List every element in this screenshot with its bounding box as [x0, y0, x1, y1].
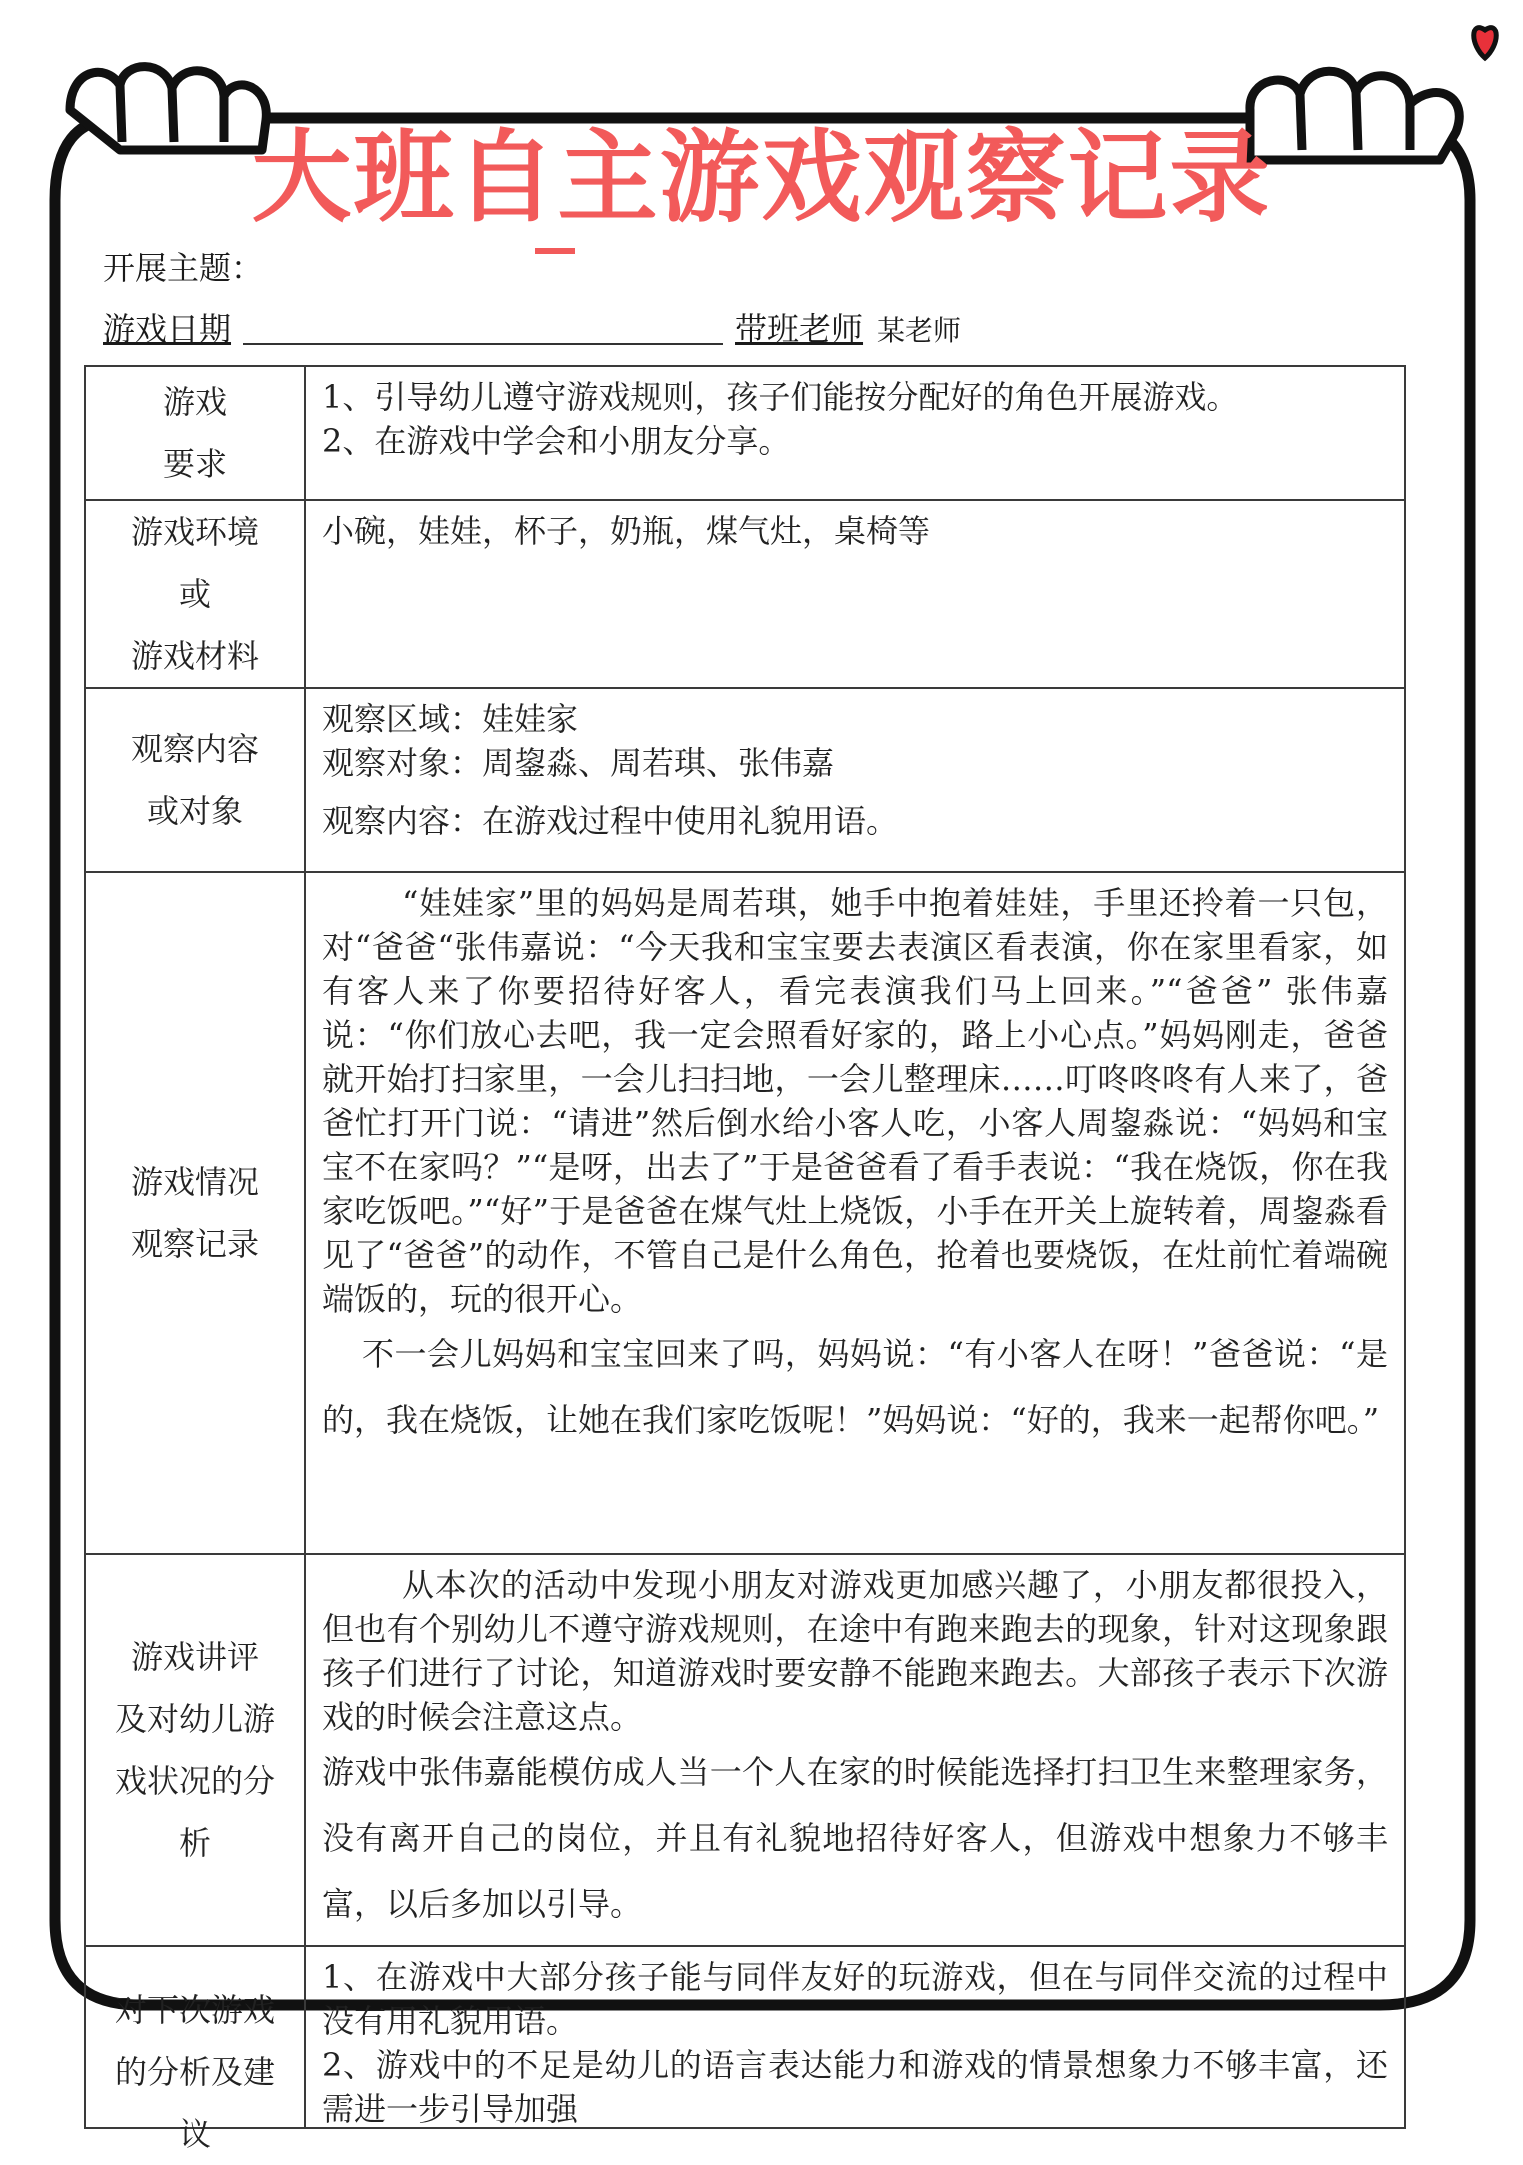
requirement-item: 1、引导幼儿遵守游戏规则，孩子们能按分配好的角色开展游戏。 [322, 378, 1239, 416]
observation-area: 观察区域：娃娃家 [322, 700, 579, 738]
teacher-label: 带班老师 [735, 310, 864, 348]
label-evaluation: 游戏讲评 及对幼儿游 戏状况的分 析 [85, 1554, 305, 1946]
topic-field [103, 249, 264, 287]
observation-record-table [84, 365, 1406, 2153]
label-next: 对下次游戏 的分析及建 议 [85, 1946, 305, 2128]
date-blank [243, 317, 723, 345]
requirement-item: 2、在游戏中学会和小朋友分享。 [322, 422, 791, 460]
topic-label: 开展主题： [103, 249, 264, 287]
date-label: 游戏日期 [103, 310, 232, 348]
table-row-record [85, 872, 1405, 1554]
suggestion-item: 2、游戏中的不足是幼儿的语言表达能力和游戏的情景想象力不够丰富，还需进一步引导加强 [322, 2046, 1388, 2128]
evaluation-paragraph: 从本次的活动中发现小朋友对游戏更加感兴趣了，小朋友都很投入，但也有个别幼儿不遵守游戏规则，在途中有跑来跑去的现象，针对这现象跟孩子们进行了讨论，知道游戏时要安静不能跑来跑去。大部孩子表示下次游戏的时候会注意这点。 [322, 1566, 1388, 1736]
table-row-environment [85, 500, 1405, 688]
heart-icon [1474, 28, 1497, 58]
date-teacher-line [103, 310, 962, 348]
table-row-requirements [85, 366, 1405, 500]
observation-target: 观察对象：周鋆淼、周若琪、张伟嘉 [322, 744, 835, 782]
record-paragraph: “娃娃家”里的妈妈是周若琪，她手中抱着娃娃，手里还拎着一只包，对“爸爸“张伟嘉说：“今天我和宝宝要去表演区看表演，你在家里看家，如有客人来了你要招待好客人，看完表演我们马上回来。”“爸爸” 张伟嘉说：“你们放心去吧，我一定会照看好家的，路上小心点。”妈妈刚走，爸爸就开始打扫家里，一会儿扫扫地，一会儿整理床……叮咚咚咚有人来了，爸爸忙打开门说：“请进”然后倒水给小客人吃，小客人周鋆淼说：“妈妈和宝宝不在家吗？”“是呀，出去了”于是爸爸看了看手表说：“我在烧饭，你在我家吃饭吧。”“好”于是爸爸在煤气灶上烧饭，小手在开关上旋转着，周鋆淼看见了“爸爸”的动作，不管自己是什么角色，抢着也要烧饭，在灶前忙着端碗端饭的，玩的很开心。 [322, 884, 1388, 1318]
page-title: 大班自主游戏观察记录 [251, 119, 1272, 236]
teacher-value: 某老师 [877, 314, 962, 347]
content-observation [305, 688, 1405, 872]
table-row-observation [85, 688, 1405, 872]
table-row-evaluation [85, 1554, 1405, 1946]
label-requirements: 游戏 要求 [85, 366, 305, 500]
suggestion-item: 1、在游戏中大部分孩子能与同伴友好的玩游戏，但在与同伴交流的过程中没有用礼貌用语。 [322, 1958, 1388, 2040]
record-paragraph: 不一会儿妈妈和宝宝回来了吗，妈妈说：“有小客人在呀！”爸爸说：“是的，我在烧饭，让她在我们家吃饭呢！”妈妈说：“好的，我来一起帮你吧。” [322, 1335, 1388, 1439]
content-next [305, 1946, 1405, 2128]
content-requirements [305, 366, 1405, 500]
observation-content: 观察内容：在游戏过程中使用礼貌用语。 [322, 802, 899, 840]
content-environment [305, 500, 1405, 688]
label-environment: 游戏环境 或 游戏材料 [85, 500, 305, 688]
label-observation: 观察内容 或对象 [85, 688, 305, 872]
table-row-next [85, 1946, 1405, 2128]
materials-text: 小碗，娃娃，杯子，奶瓶，煤气灶，桌椅等 [322, 512, 931, 550]
evaluation-paragraph: 游戏中张伟嘉能模仿成人当一个人在家的时候能选择打扫卫生来整理家务，没有离开自己的岗位，并且有礼貌地招待好客人，但游戏中想象力不够丰富，以后多加以引导。 [322, 1753, 1388, 1923]
label-record: 游戏情况 观察记录 [85, 872, 305, 1554]
content-record [305, 872, 1405, 1554]
content-evaluation [305, 1554, 1405, 1946]
